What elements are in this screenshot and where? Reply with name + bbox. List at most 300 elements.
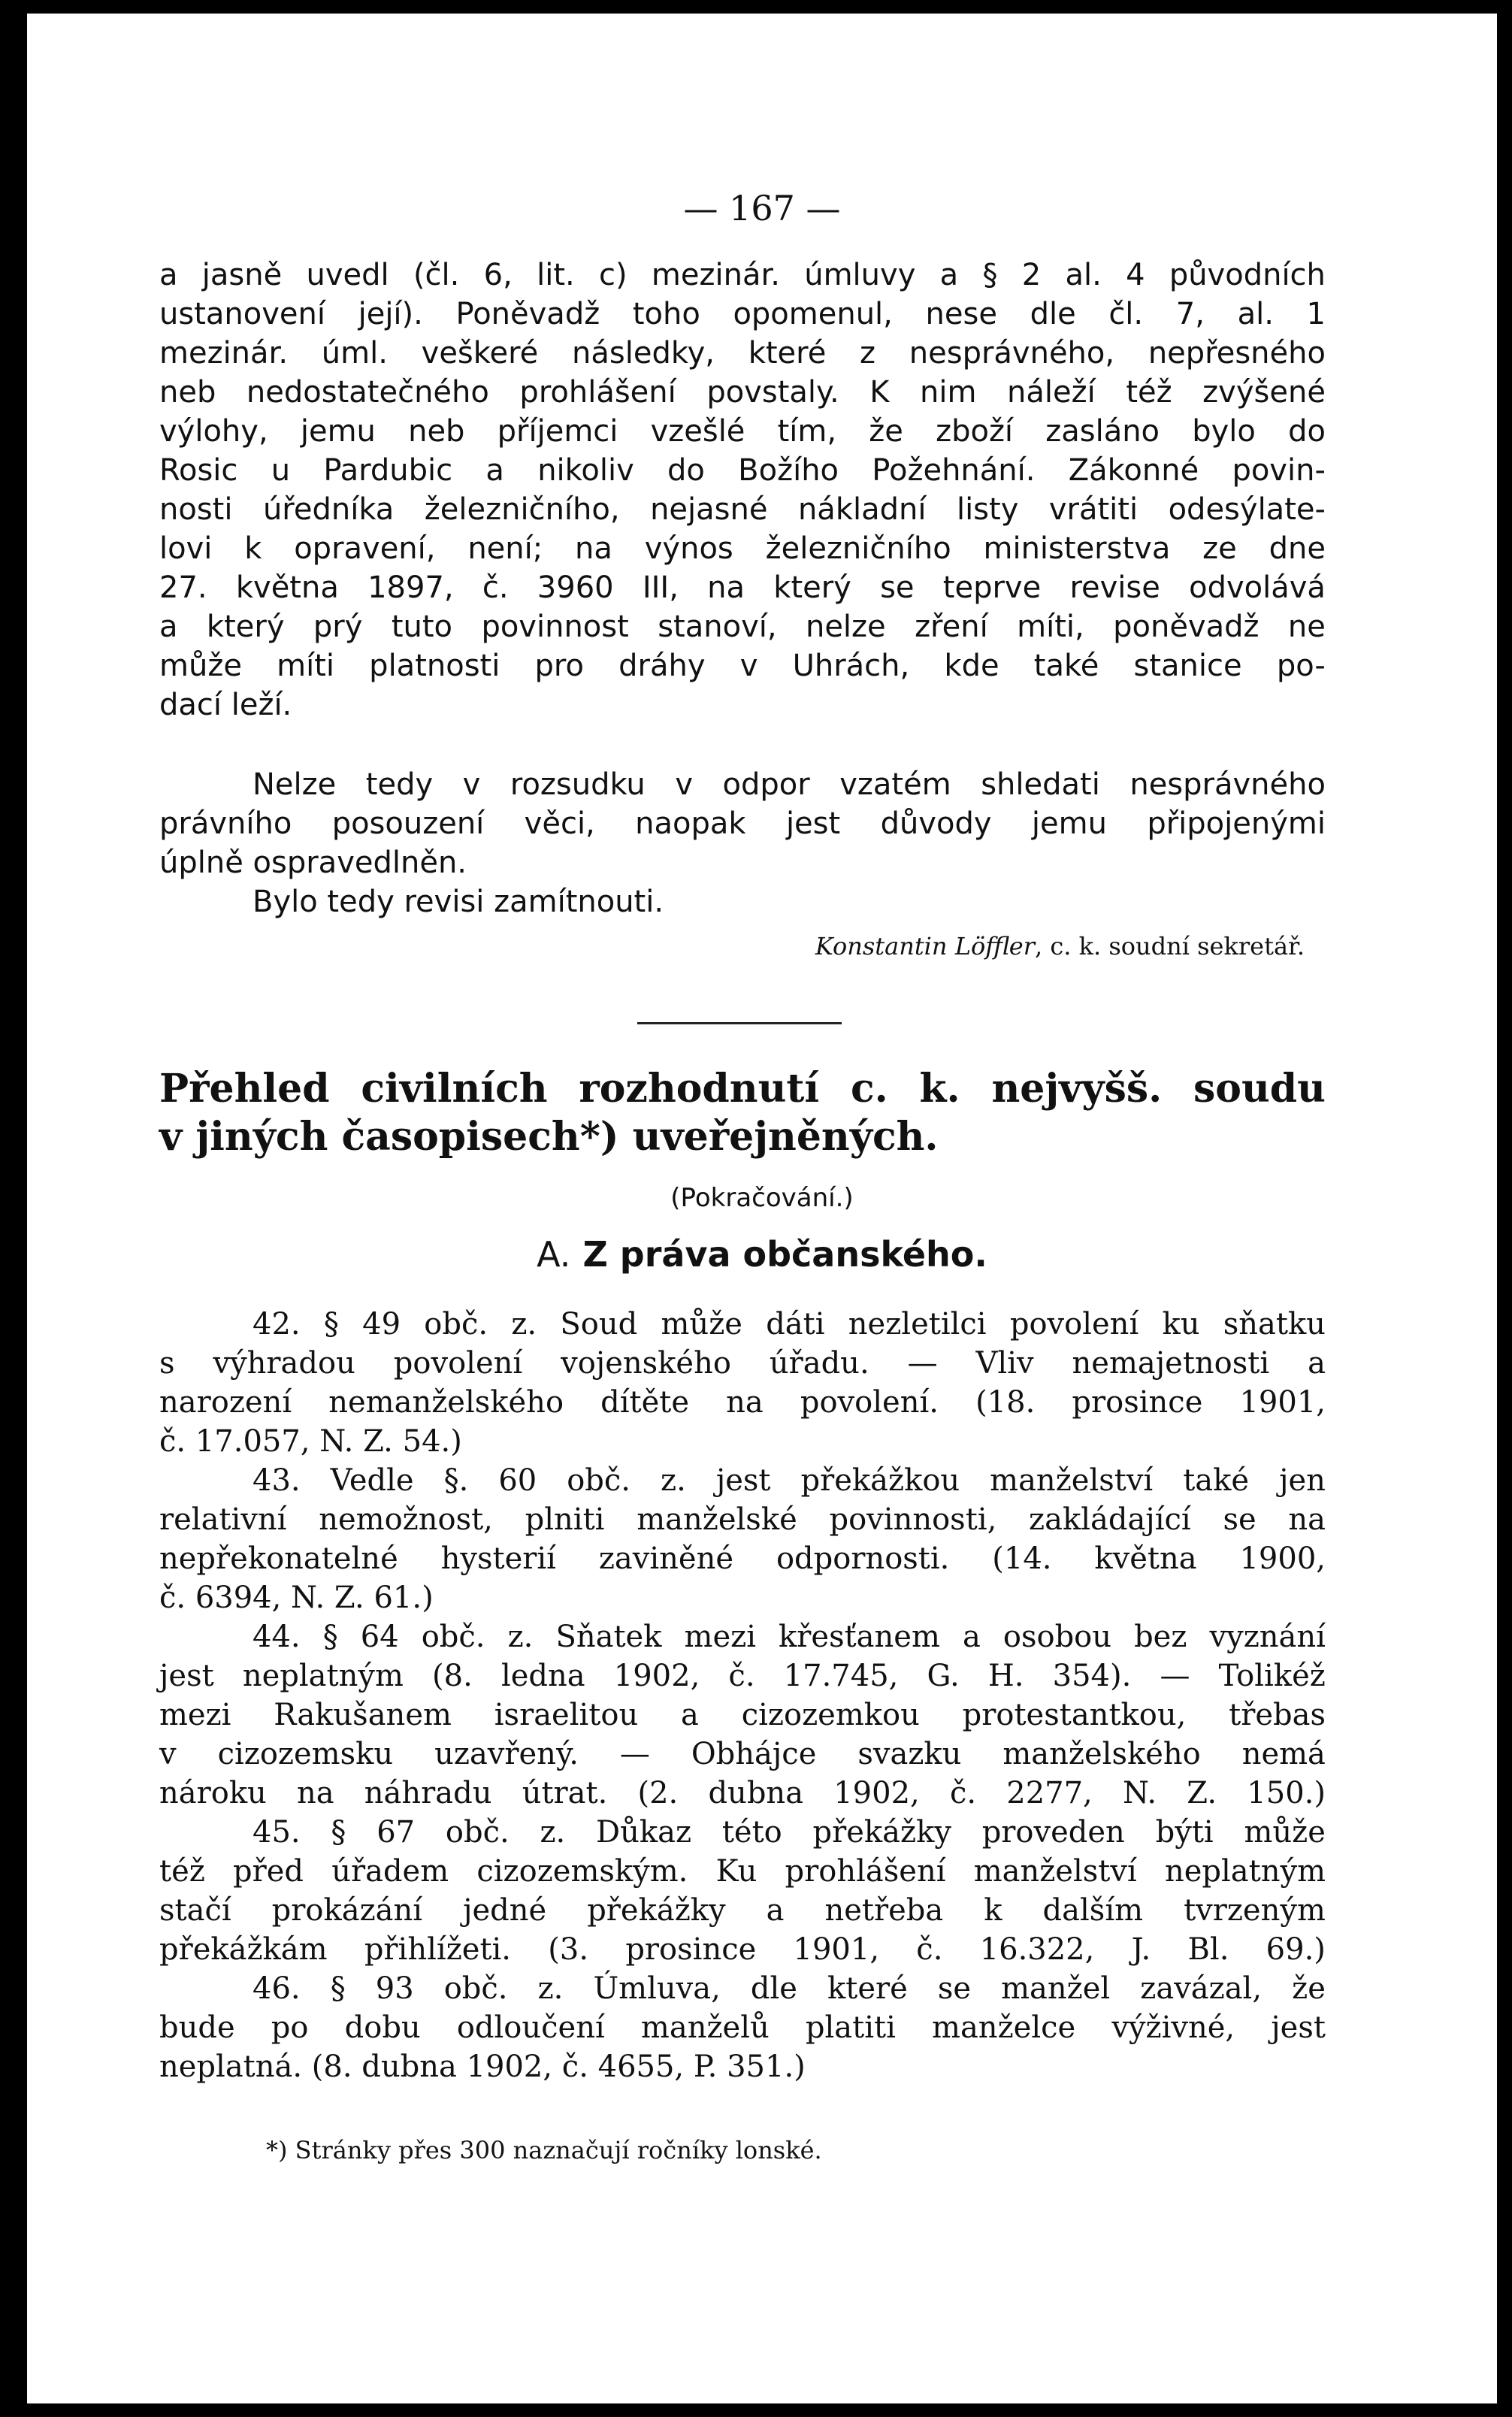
word: 4 (1126, 258, 1145, 292)
word: 150.) (1247, 1776, 1326, 1810)
word: al. (1065, 258, 1102, 292)
word: netřeba (824, 1893, 944, 1928)
word: nosti (159, 492, 233, 527)
word: dle (750, 1971, 797, 2006)
word: na (707, 570, 745, 605)
word: na (726, 1385, 764, 1420)
word: jest (785, 806, 841, 841)
text-line (159, 765, 1326, 804)
word: může (159, 649, 242, 683)
word: křesťanem (779, 1620, 940, 1654)
word: nepřekonatelné (159, 1541, 398, 1576)
word: nemožnost, (319, 1502, 493, 1537)
word: J. (1131, 1932, 1151, 1967)
word: s (159, 1346, 175, 1381)
word: výnos (644, 531, 733, 566)
word: bude (159, 2010, 235, 2045)
text-line (159, 295, 1326, 334)
word: dráhy (618, 649, 706, 683)
word: israelitou (494, 1698, 639, 1732)
word: tvrzeným (1184, 1893, 1326, 1928)
word: stanoví, (658, 610, 777, 644)
text-line: č. 6394, N. Z. 61.) (159, 1581, 434, 1615)
word: z. (540, 1815, 566, 1850)
word: zakládající (1029, 1502, 1191, 1537)
word: prý (313, 610, 363, 644)
word: býti (1155, 1815, 1214, 1850)
word: 2277, (1006, 1776, 1093, 1810)
text-line (159, 1500, 1326, 1539)
word: povin- (1232, 453, 1326, 488)
word: Zákonné (1068, 453, 1199, 488)
text-line (159, 373, 1326, 412)
text-line (159, 1305, 1326, 1344)
word: nejvyšš. (991, 1066, 1163, 1112)
word: bylo (1192, 414, 1256, 449)
word: překážky (812, 1815, 951, 1850)
word: č. (949, 1776, 977, 1810)
word: též (1126, 375, 1172, 410)
word: soudu (1193, 1066, 1326, 1112)
word: manželce (932, 2010, 1076, 2045)
word: května (235, 570, 339, 605)
subsection-text: Z práva občanského. (582, 1234, 987, 1275)
word: 1900, (1239, 1541, 1326, 1576)
text-line (159, 1891, 1326, 1930)
word: 46. (253, 1971, 301, 2006)
word: (18. (975, 1385, 1036, 1420)
word: posouzení (331, 806, 485, 841)
word: dobu (344, 2010, 421, 2045)
word: a (962, 1620, 981, 1654)
word: ministerstva (983, 531, 1171, 566)
word: z. (661, 1463, 686, 1498)
word: nedostatečného (246, 375, 489, 410)
word: prohlášení (785, 1854, 946, 1889)
word: překážky (587, 1893, 726, 1928)
footnote: *) Stránky přes 300 naznačují ročníky lonské. (266, 2136, 822, 2164)
word: plniti (525, 1502, 605, 1537)
section-heading-line-1 (159, 1066, 1326, 1112)
word: zavázal, (1140, 1971, 1263, 2006)
word: Požehnání. (872, 453, 1036, 488)
word: cizozemsku (217, 1737, 394, 1771)
word: §. (443, 1463, 469, 1498)
word: nejasné (650, 492, 768, 527)
word: nesprávného (1129, 767, 1326, 802)
word: 42. (253, 1307, 301, 1342)
word: vyznání (1209, 1620, 1326, 1654)
word: manžel (1001, 1971, 1111, 2006)
word: zasláno (1045, 414, 1160, 449)
word: její). (358, 297, 423, 331)
word: (14. (992, 1541, 1052, 1576)
word: Přehled (159, 1066, 330, 1112)
text-line: Bylo tedy revisi zamítnouti. (253, 885, 664, 919)
text-line (159, 412, 1326, 451)
text-line: č. 17.057, N. Z. 54.) (159, 1424, 462, 1459)
word: 43. (253, 1463, 301, 1498)
paragraph-1 (159, 256, 1326, 724)
word: 27. (159, 570, 207, 605)
word: a (485, 453, 504, 488)
word: úmluvy (804, 258, 916, 292)
word: platnosti (369, 649, 500, 683)
word: toho (632, 297, 700, 331)
word: 2 (1021, 258, 1042, 292)
word: železničního (765, 531, 951, 566)
word: naopak (635, 806, 746, 841)
text-line: neplatná. (8. dubna 1902, č. 4655, P. 351.) (159, 2049, 806, 2084)
word: může (1244, 1815, 1326, 1850)
word: útrat. (522, 1776, 608, 1810)
word: do (1288, 414, 1326, 449)
word: obč. (443, 1971, 508, 2006)
word: mezinár. (651, 258, 780, 292)
word: Soud (560, 1307, 638, 1342)
word: k. (919, 1066, 960, 1112)
word: narození (159, 1385, 292, 1420)
word: shledati (981, 767, 1100, 802)
word: 93 (375, 1971, 414, 2006)
word: neplatným (242, 1659, 404, 1693)
word: se (880, 570, 915, 605)
word: úml. (321, 336, 388, 371)
word: povolení (1009, 1307, 1139, 1342)
word: výhradou (213, 1346, 355, 1381)
word: Rakušanem (274, 1698, 452, 1732)
text-line (159, 1461, 1326, 1500)
word: listy (956, 492, 1019, 527)
word: 1902, (613, 1659, 700, 1693)
word: povolení (393, 1346, 523, 1381)
word: § (982, 258, 998, 292)
word: připojenými (1147, 806, 1326, 841)
word: 1897, (367, 570, 454, 605)
text-line (159, 451, 1326, 490)
word: obč. (445, 1815, 510, 1850)
word: osobou (1002, 1620, 1112, 1654)
word: jen (1279, 1463, 1326, 1498)
word: odpor (722, 767, 810, 802)
word: též (159, 1854, 205, 1889)
word: Vedle (330, 1463, 414, 1498)
text-line (159, 1930, 1326, 1969)
word: mezinár. (159, 336, 289, 371)
word: § (322, 1620, 338, 1654)
word: III, (642, 570, 679, 605)
word: neb (159, 375, 216, 410)
text-line (159, 1852, 1326, 1891)
text-line (159, 1813, 1326, 1852)
word: G. (927, 1659, 960, 1693)
word: platiti (805, 2010, 896, 2045)
word: před (233, 1854, 304, 1889)
word: č. (482, 570, 509, 605)
word: § (330, 1971, 346, 2006)
word: Důkaz (596, 1815, 692, 1850)
word: jest (715, 1463, 771, 1498)
word: cizozemským. (476, 1854, 688, 1889)
word: nezletilci (848, 1307, 987, 1342)
word: dáti (766, 1307, 825, 1342)
word: neplatným (1164, 1854, 1326, 1889)
word: prohlášení (519, 375, 676, 410)
word: příjemci (497, 414, 618, 449)
word: náhradu (364, 1776, 492, 1810)
word: obč. (424, 1307, 488, 1342)
word: 69.) (1266, 1932, 1326, 1967)
word: rozhodnutí (579, 1066, 820, 1112)
word: z. (511, 1307, 537, 1342)
word: jemu (1031, 806, 1107, 841)
word: ze (1202, 531, 1237, 566)
word: odpornosti. (776, 1541, 950, 1576)
text-line (159, 1617, 1326, 1656)
word: N. (1122, 1776, 1157, 1810)
word: nemajetnosti (1072, 1346, 1270, 1381)
word: povinnosti, (829, 1502, 997, 1537)
word: v (462, 767, 481, 802)
word: pro (534, 649, 584, 683)
word: nelze (805, 610, 886, 644)
word: Z. (1187, 1776, 1217, 1810)
word: obč. (567, 1463, 631, 1498)
word: 7, (1175, 297, 1205, 331)
word: 44. (253, 1620, 301, 1654)
page-number: — 167 — (683, 188, 841, 228)
signature-title: , c. k. soudní sekretář. (1034, 932, 1305, 960)
word: dne (1269, 531, 1326, 566)
word: Pardubic (323, 453, 453, 488)
word: ledna (500, 1659, 585, 1693)
word: po (271, 2010, 309, 2045)
word: původních (1169, 258, 1326, 292)
word: jest (159, 1659, 214, 1693)
word: míti, (1017, 610, 1084, 644)
text-line (159, 1774, 1326, 1813)
word: také (1033, 649, 1099, 683)
word: přihlížeti. (364, 1932, 512, 1967)
word: této (721, 1815, 782, 1850)
word: po- (1276, 649, 1326, 683)
word: jasně (201, 258, 283, 292)
word: 354). (1052, 1659, 1132, 1693)
word: dítěte (600, 1385, 690, 1420)
word: zboží (936, 414, 1014, 449)
text-line (159, 1383, 1326, 1422)
text-line (159, 1735, 1326, 1774)
word: z. (537, 1971, 564, 2006)
text-line (159, 568, 1326, 607)
word: protestantkou, (962, 1698, 1187, 1732)
subsection-title (27, 1234, 1497, 1275)
word: bez (1134, 1620, 1187, 1654)
word: prosince (1072, 1385, 1203, 1420)
word: a (159, 258, 178, 292)
word: zvýšené (1202, 375, 1326, 410)
word: uvedl (306, 258, 389, 292)
heading-line: v jiných časopisech*) uveřejněných. (159, 1114, 939, 1160)
word: na (1288, 1502, 1326, 1537)
word: května (1094, 1541, 1197, 1576)
word: 3960 (537, 570, 614, 605)
word: (3. (548, 1932, 589, 1967)
text-line (159, 2008, 1326, 2047)
word: čl. (1108, 297, 1144, 331)
word: § (323, 1307, 339, 1342)
word: míti (277, 649, 334, 683)
word: (8. (432, 1659, 473, 1693)
word: dubna (708, 1776, 804, 1810)
word: jest (1271, 2010, 1326, 2045)
word: že (869, 414, 903, 449)
text-line (159, 1969, 1326, 2008)
word: odvolává (1189, 570, 1326, 605)
word: vzešlé (650, 414, 745, 449)
word: Obhájce (691, 1737, 817, 1771)
word: může (661, 1307, 742, 1342)
word: nemanželského (328, 1385, 564, 1420)
word: — (1160, 1659, 1190, 1693)
word: k (244, 531, 262, 566)
word: stanice (1133, 649, 1242, 683)
word: na (575, 531, 612, 566)
text-line (159, 607, 1326, 646)
word: lit. (537, 258, 575, 292)
word: nákladní (797, 492, 927, 527)
word: proveden (981, 1815, 1125, 1850)
continuation-note: (Pokračování.) (670, 1183, 854, 1213)
word: cizozemkou (741, 1698, 920, 1732)
word: Úmluva, (593, 1971, 721, 2006)
word: a (681, 1698, 699, 1732)
word: v (739, 649, 758, 683)
word: důvody (880, 806, 992, 841)
word: relativní (159, 1502, 287, 1537)
word: nesprávného, (909, 336, 1115, 371)
word: jedné (463, 1893, 547, 1928)
word: manželů (640, 2010, 770, 2045)
signature (815, 932, 1305, 960)
word: a (159, 610, 178, 644)
word: které (748, 336, 827, 371)
word: lovi (159, 531, 213, 566)
word: 6, (483, 258, 513, 292)
word: který (773, 570, 851, 605)
word: 49 (362, 1307, 401, 1342)
word: k (984, 1893, 1002, 1928)
word: dle (1030, 297, 1076, 331)
word: a (766, 1893, 785, 1928)
text-line (159, 1696, 1326, 1735)
word: třebas (1229, 1698, 1326, 1732)
word: ne (1287, 610, 1326, 644)
word: také (1183, 1463, 1250, 1498)
word: č. (728, 1659, 755, 1693)
word: úředníka (262, 492, 395, 527)
word: železničního, (424, 492, 620, 527)
word: (čl. (413, 258, 460, 292)
word: nepřesného (1148, 336, 1326, 371)
word: zření (915, 610, 988, 644)
word: který (206, 610, 285, 644)
word: překážkám (159, 1932, 328, 1967)
word: sňatku (1223, 1307, 1326, 1342)
text-line (159, 646, 1326, 685)
word: § (331, 1815, 346, 1850)
word: povstaly. (706, 375, 839, 410)
word: (2. (637, 1776, 679, 1810)
word: ku (1162, 1307, 1200, 1342)
word: nikoliv (537, 453, 634, 488)
word: 45. (253, 1815, 301, 1850)
word: manželství (973, 1854, 1137, 1889)
word: mezi (159, 1698, 231, 1732)
word: právního (159, 806, 292, 841)
word: č. (916, 1932, 943, 1967)
word: Tolikéž (1218, 1659, 1326, 1693)
word: Vliv (975, 1346, 1034, 1381)
word: veškeré (421, 336, 539, 371)
paragraph-2 (159, 765, 1326, 921)
word: Božího (738, 453, 839, 488)
word: ustanovení (159, 297, 325, 331)
word: nim (920, 375, 977, 410)
word: zaviněné (598, 1541, 734, 1576)
text-line (159, 1656, 1326, 1696)
word: že (1292, 1971, 1326, 2006)
word: 16.322, (979, 1932, 1095, 1967)
word: překážkou (800, 1463, 960, 1498)
word: nároku (159, 1776, 267, 1810)
word: — (907, 1346, 938, 1381)
word: odloučení (456, 2010, 605, 2045)
word: opravení, (294, 531, 436, 566)
word: se (937, 1971, 972, 2006)
text-line (159, 804, 1326, 843)
word: opomenul, (733, 297, 893, 331)
word: není; (467, 531, 543, 566)
word: úřadem (331, 1854, 449, 1889)
text-line (159, 1344, 1326, 1383)
word: 67 (376, 1815, 416, 1850)
entries (159, 1305, 1326, 2086)
text-line: dací leží. (159, 688, 292, 722)
word: vzatém (839, 767, 951, 802)
word: neb (408, 414, 465, 449)
word: tím, (777, 414, 837, 449)
word: tuto (391, 610, 453, 644)
word: prosince (625, 1932, 757, 1967)
word: obč. (421, 1620, 485, 1654)
word: al. (1237, 297, 1274, 331)
text-line (159, 529, 1326, 568)
word: 1901, (793, 1932, 880, 1967)
word: náleží (1007, 375, 1096, 410)
word: revise (1069, 570, 1160, 605)
word: poněvadž (1113, 610, 1259, 644)
word: z (860, 336, 876, 371)
word: v (675, 767, 693, 802)
word: Uhrách, (792, 649, 910, 683)
word: 60 (498, 1463, 537, 1498)
divider (637, 1022, 842, 1024)
text-line (159, 256, 1326, 295)
word: a (939, 258, 959, 292)
word: na (297, 1776, 334, 1810)
word: které (827, 1971, 908, 2006)
